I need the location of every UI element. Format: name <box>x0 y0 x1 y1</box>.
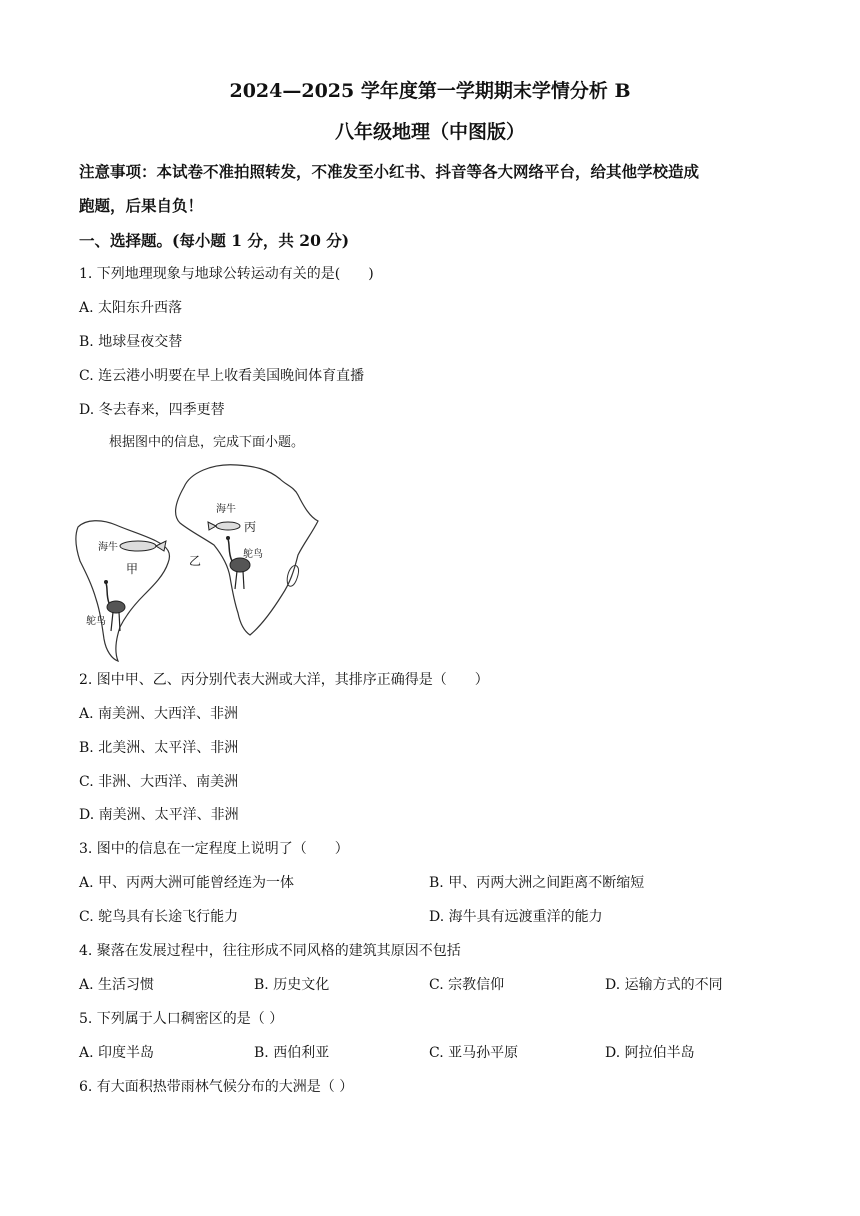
label-jia: 甲 <box>126 562 139 576</box>
q1-option-c: C. 连云港小明要在早上收看美国晚间体育直播 <box>79 368 365 384</box>
label-seacow-left: 海牛 <box>98 542 118 553</box>
q3-option-a: A. 甲、丙两大洲可能曾经连为一体 <box>79 875 295 891</box>
q5-option-b: B. 西伯利亚 <box>254 1045 330 1061</box>
south-america-outline <box>76 521 170 661</box>
exam-title: 2024—2025 学年度第一学期期末学情分析 B <box>229 80 631 102</box>
label-ostrich-left: 鸵鸟 <box>86 616 106 627</box>
q4-option-d: D. 运输方式的不同 <box>605 977 723 993</box>
q1-stem: 1. 下列地理现象与地球公转运动有关的是( ) <box>79 266 374 282</box>
q1-option-b: B. 地球昼夜交替 <box>79 334 183 350</box>
q4-option-c: C. 宗教信仰 <box>429 977 505 993</box>
exam-subtitle: 八年级地理（中图版） <box>334 121 525 143</box>
q3-option-c: C. 鸵鸟具有长途飞行能力 <box>79 909 239 925</box>
label-bing: 丙 <box>244 520 257 534</box>
figure-intro: 根据图中的信息，完成下面小题。 <box>109 435 305 450</box>
section-heading: 一、选择题。(每小题 1 分，共 20 分) <box>79 231 350 250</box>
seacow-left-icon <box>120 541 156 551</box>
q4-option-a: A. 生活习惯 <box>79 977 155 993</box>
q4-stem: 4. 聚落在发展过程中，往往形成不同风格的建筑其原因不包括 <box>79 943 461 959</box>
notice-line-2: 跑题，后果自负！ <box>79 196 204 215</box>
q5-option-a: A. 印度半岛 <box>79 1045 155 1061</box>
label-yi: 乙 <box>189 554 202 568</box>
q6-stem: 6. 有大面积热带雨林气候分布的大洲是（ ） <box>79 1079 354 1095</box>
q1-option-d: D. 冬去春来，四季更替 <box>79 402 225 418</box>
notice-line-1: 注意事项：本试卷不准拍照转发，不准发至小红书、抖音等各大网络平台，给其他学校造成 <box>79 162 700 181</box>
q2-option-b: B. 北美洲、太平洋、非洲 <box>79 740 239 756</box>
continents-map-figure <box>72 455 322 665</box>
label-seacow-right: 海牛 <box>216 504 236 515</box>
seacow-right-icon <box>216 522 240 530</box>
q2-option-a: A. 南美洲、大西洋、非洲 <box>79 706 239 722</box>
q4-option-b: B. 历史文化 <box>254 977 330 993</box>
q2-option-d: D. 南美洲、太平洋、非洲 <box>79 807 239 823</box>
q3-option-d: D. 海牛具有远渡重洋的能力 <box>429 909 603 925</box>
q2-stem: 2. 图中甲、乙、丙分别代表大洲或大洋，其排序正确得是（ ） <box>79 672 489 688</box>
ostrich-right-icon <box>226 536 250 589</box>
q3-option-b: B. 甲、丙两大洲之间距离不断缩短 <box>429 875 645 891</box>
q5-stem: 5. 下列属于人口稠密区的是（ ） <box>79 1011 284 1027</box>
label-ostrich-right: 鸵鸟 <box>243 549 263 560</box>
q5-option-d: D. 阿拉伯半岛 <box>605 1045 695 1061</box>
q5-option-c: C. 亚马孙平原 <box>429 1045 519 1061</box>
q3-stem: 3. 图中的信息在一定程度上说明了（ ） <box>79 841 349 857</box>
q2-option-c: C. 非洲、大西洋、南美洲 <box>79 774 239 790</box>
q1-option-a: A. 太阳东升西落 <box>79 300 183 316</box>
